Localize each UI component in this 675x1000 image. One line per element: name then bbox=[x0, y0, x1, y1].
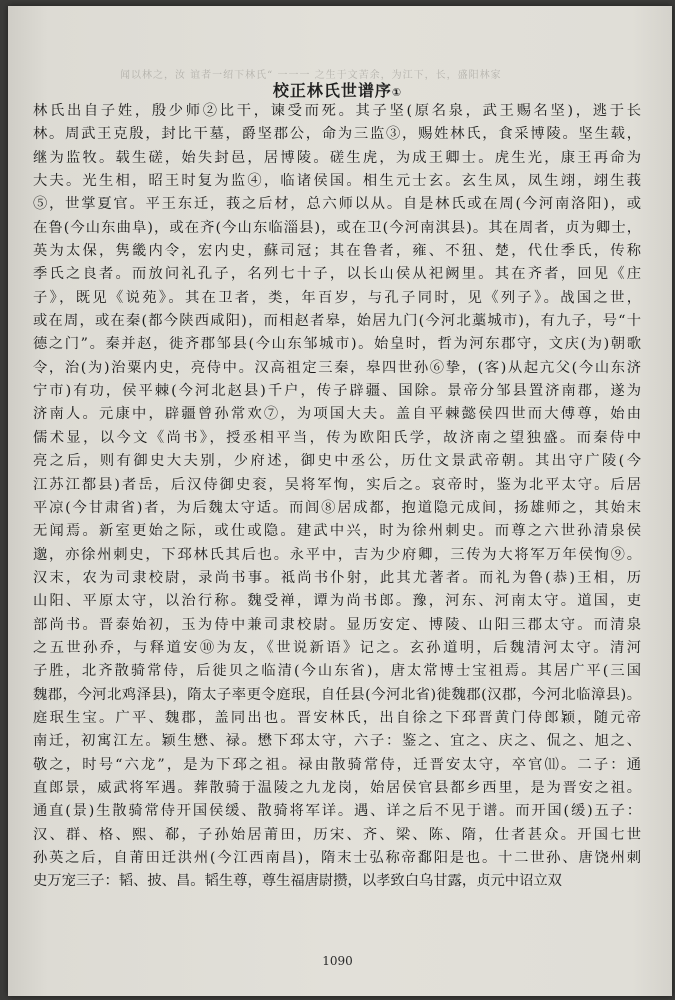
text-line: 宁市)有功，侯平棘(今河北赵县)千户，传子辟疆、国除。景帝分邹县置济南郡，遂为 bbox=[33, 383, 641, 400]
text-line: 孙英之后，自莆田迁洪州(今江西南昌)，隋末士弘称帝鄱阳是也。十二世孙、唐饶州刺 bbox=[33, 850, 641, 866]
text-line: 令，治(为)治粟内史，亮侍中。汉高祖定三秦，皋四世孙⑥挚，(客)从起亢父(今山东济 bbox=[33, 359, 641, 376]
text-line: 在鲁(今山东曲阜)，或在齐(今山东临淄县)，或在卫(今河南淇县)。其在周者，贞为卿士， bbox=[33, 219, 641, 236]
text-line: 魏郡，今河北鸡泽县)，隋太子率更令庭珉，自任县(今河北省)徙魏郡(汉郡，今河北临漳县)。 bbox=[33, 686, 641, 703]
text-line: 季氏之良者。而放问礼孔子，名列七十子，以长山侯从祀阙里。其在齐者，回见《庄 bbox=[33, 266, 641, 283]
text-line: 济南人。元康中，辟疆曾孙常欢⑦，为项国大夫。盖自平棘懿侯四世而大傅尊，始由 bbox=[33, 406, 641, 423]
text-line: 通直(景)生散骑常侍开国侯缓、散骑将军详。遇、详之后不见于谱。而开国(缓)五子： bbox=[33, 803, 641, 820]
page-number: 1090 bbox=[322, 954, 353, 968]
body-text bbox=[33, 100, 641, 894]
text-line: 汉末，农为司隶校尉，录尚书事。祗尚书仆射，此其尤著者。而礼为鲁(恭)王相，历 bbox=[33, 569, 641, 586]
text-line: 史万宠三子：韬、披、昌。韬生尊，尊生福唐尉攒，以孝致白乌甘露，贞元中诏立双 bbox=[33, 873, 562, 890]
text-line: 林氏出自子姓，殷少师②比干，谏受而死。其子坚(原名泉，武王赐名坚)，逃于长 bbox=[33, 103, 641, 119]
title-footnote-mark: ① bbox=[391, 86, 403, 99]
bleed-through-text: 闻以林之，汝 谊者一绍下林氏“ 一一一 之生于文苦余，为江下，长，盛阳林家 bbox=[120, 70, 502, 80]
text-line: 敬之，时号“六龙”，是为下邳之祖。禄由散骑常侍，迁晋安太守，卒官⑾。二子：通 bbox=[33, 756, 641, 773]
title-text: 校正林氏世谱序 bbox=[272, 81, 392, 100]
text-line: 继为监牧。载生磋，始失封邑，居博陵。磋生虎，为成王卿士。虎生光，康王再命为 bbox=[33, 149, 641, 166]
text-line: ⑤，世掌夏官。平王东迁，莪之后材，总六师以从。自是林氏或在周(今河南洛阳)，或 bbox=[33, 196, 641, 213]
text-line: 子胜，北齐散骑常侍，后徙贝之临清(今山东省)，唐太常博士宝祖焉。其居广平(三国 bbox=[33, 663, 641, 680]
text-line: 或在周，或在秦(都今陕西咸阳)，而相赵者皋，始居九门(今河北藁城市)，有九子，号“十 bbox=[33, 313, 641, 330]
text-line: 汉、群、格、熙、郗，子孙始居莆田，历宋、齐、梁、陈、隋，仕者甚众。开国七世 bbox=[33, 826, 641, 843]
text-line: 子》，既见《说苑》。其在卫者，类，年百岁，与孔子同时，见《列子》。战国之世， bbox=[33, 289, 641, 306]
text-line: 山阳、平原太守，以治行称。魏受禅，谭为尚书郎。豫，河东、河南太守。道国，吏 bbox=[33, 593, 641, 610]
text-line: 庭珉生宝。广平、魏郡，盖同出也。晋安林氏，出自徐之下邳晋黄门侍郎颖，随元帝 bbox=[33, 709, 641, 726]
text-line: 直郎景，威武将军遇。葬散骑于温陵之九龙岗，始居侯官县都乡西里，是为晋安之祖。 bbox=[33, 779, 641, 796]
text-line: 亮之后，则有御史大夫别，少府述，御史中丞公，历仕文景武帝朝。其出守广陵(今 bbox=[33, 453, 641, 470]
text-line: 大夫。光生相，昭王时复为监④，临诸侯国。相生元士玄。玄生凤，凤生翊，翊生莪 bbox=[33, 173, 641, 190]
text-line: 儒术显，以今文《尚书》，授丞相平当，传为欧阳氏学，故济南之望独盛。而秦侍中 bbox=[33, 429, 641, 446]
text-line: 林。周武王克殷，封比干墓，爵坚郡公，命为三监③，赐姓林氏，食采博陵。坚生载， bbox=[33, 126, 641, 143]
text-line: 平凉(今甘肃省)者，为后魏太守适。而闾⑧居成都，抱道隐元成间，扬雄师之，其始末 bbox=[33, 499, 641, 516]
page-title bbox=[0, 78, 675, 101]
text-line: 之五世孙乔，与释道安⑩为友，《世说新语》记之。玄孙道明，后魏清河太守。清河 bbox=[33, 639, 641, 656]
text-line: 无闻焉。新室更始之际，或仕或隐。建武中兴，时为徐州刺史。而尊之六世孙清泉侯 bbox=[33, 523, 641, 540]
text-line: 英为太保，隽畿内令，宏内史，蘇司冠；其在鲁者，雍、不狃、楚，代仕季氏，传称 bbox=[33, 243, 641, 260]
text-line: 德之门”。秦并赵，徙齐郡邹县(今山东邹城市)。始皇时，哲为河东郡守，文庆(为)朝歌 bbox=[33, 336, 641, 353]
text-line: 江苏江都县)者岳，后汉侍御史衮，吴将军恂，实后之。哀帝时，鉴为北平太守。后居 bbox=[33, 476, 641, 493]
text-line: 部尚书。晋泰始初，玉为侍中兼司隶校尉。显历安定、博陵、山阳三郡太守。而清泉 bbox=[33, 616, 641, 633]
text-line: 邈，亦徐州刺史，下邳林氏其后也。永平中，吉为少府卿，三传为大将军万年侯恂⑨。 bbox=[33, 546, 641, 563]
text-line: 南迁，初寓江左。颖生懋、禄。懋下邳太守，六子：鉴之、宜之、庆之、侃之、旭之、 bbox=[33, 733, 641, 750]
